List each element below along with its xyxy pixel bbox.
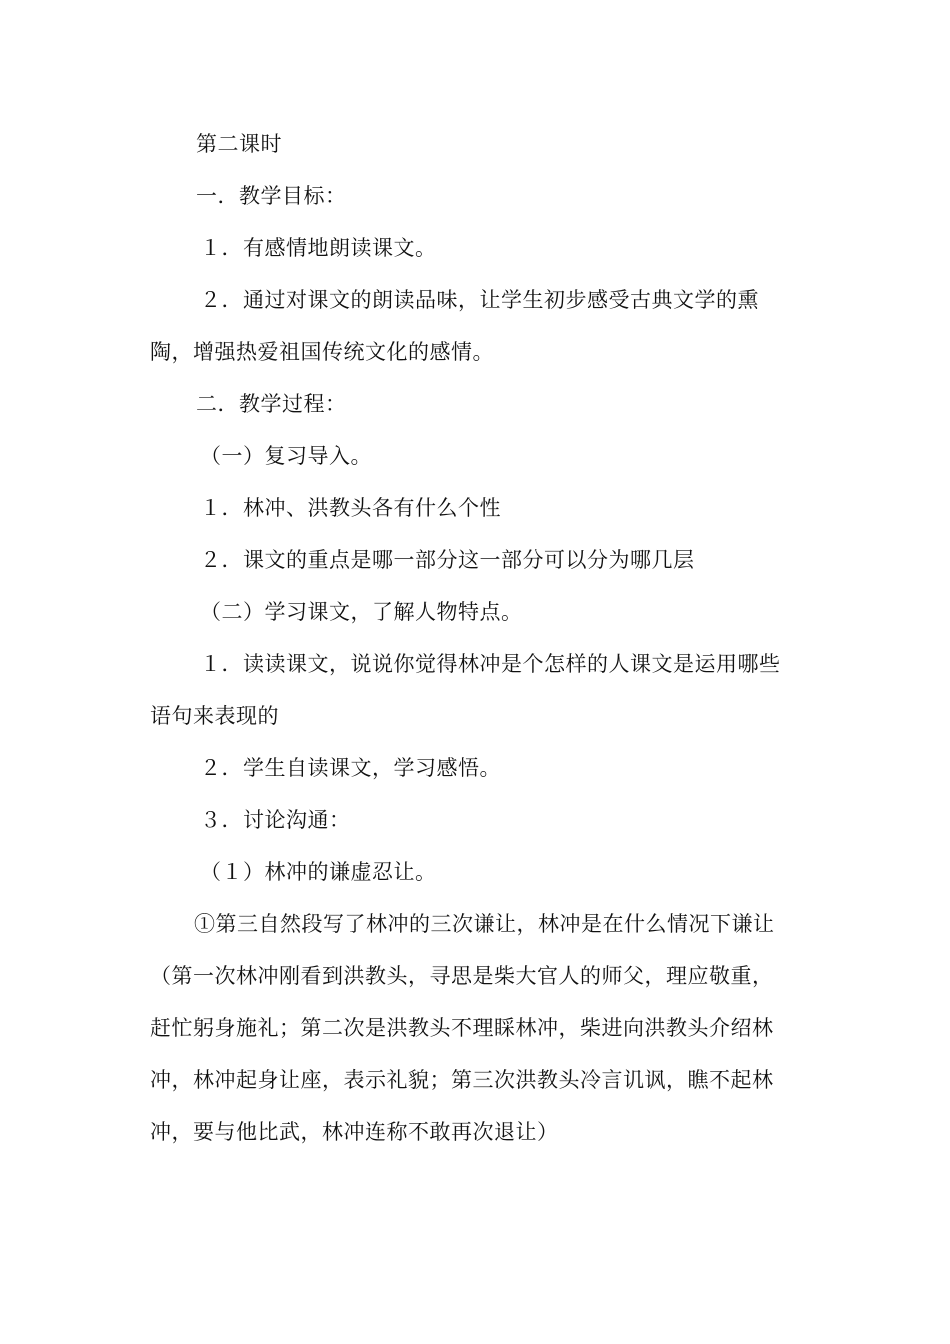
document-body [150,118,805,1158]
subsection-review: （一）复习导入。 [200,444,372,468]
discussion-paragraph-line-1: ①第三自然段写了林冲的三次谦让，林冲是在什么情况下谦让 [194,912,775,936]
lesson-heading: 第二课时 [196,132,282,156]
goal-item-2: ２．通过对课文的朗读品味，让学生初步感受古典文学的熏 [200,288,759,312]
section-heading-goals: 一．教学目标： [196,184,347,208]
goal-item-1: １．有感情地朗读课文。 [200,236,437,260]
study-item-3: ３．讨论沟通： [200,808,351,832]
study-item-1: １．读读课文，说说你觉得林冲是个怎样的人课文是运用哪些 [200,652,781,676]
goal-item-2-continued: 陶，增强热爱祖国传统文化的感情。 [150,340,494,364]
study-item-1-continued: 语句来表现的 [150,704,279,728]
review-item-2: ２．课文的重点是哪一部分这一部分可以分为哪几层 [200,548,695,572]
discussion-point-1: （１）林冲的谦虚忍让。 [200,860,437,884]
discussion-paragraph-line-2: （第一次林冲刚看到洪教头，寻思是柴大官人的师父，理应敬重， [150,964,774,988]
discussion-paragraph-line-3: 赶忙躬身施礼；第二次是洪教头不理睬林冲，柴进向洪教头介绍林 [150,1016,774,1040]
discussion-paragraph-line-4: 冲，林冲起身让座，表示礼貌；第三次洪教头冷言讥讽，瞧不起林 [150,1068,774,1092]
subsection-study: （二）学习课文，了解人物特点。 [200,600,523,624]
review-item-1: １．林冲、洪教头各有什么个性 [200,496,501,520]
discussion-paragraph-line-5: 冲，要与他比武，林冲连称不敢再次退让） [150,1120,559,1144]
section-heading-process: 二．教学过程： [196,392,347,416]
study-item-2: ２．学生自读课文，学习感悟。 [200,756,501,780]
